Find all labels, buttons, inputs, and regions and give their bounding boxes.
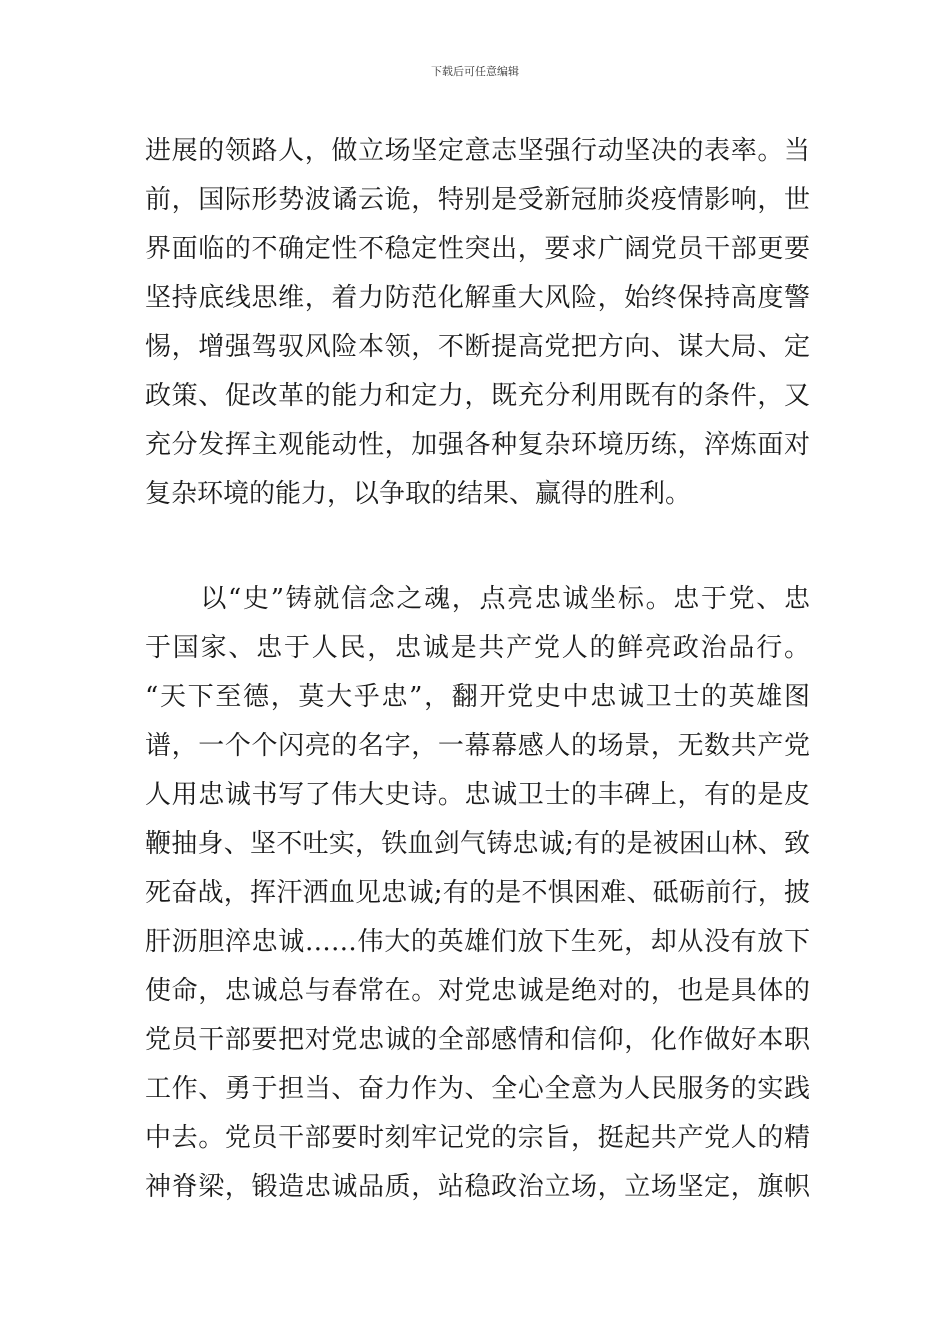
paragraph-line: 谱，一个个闪亮的名字，一幕幕感人的场景，无数共产党: [145, 731, 810, 761]
paragraph-line: 界面临的不确定性不稳定性突出，要求广阔党员干部更要: [145, 234, 810, 264]
paragraph-line: “天下至德，莫大乎忠”，翻开党史中忠诚卫士的英雄图: [145, 682, 810, 712]
paragraph-line: 前，国际形势波谲云诡，特别是受新冠肺炎疫情影响，世: [145, 185, 810, 215]
paragraph-line: 政策、促改革的能力和定力，既充分利用既有的条件，又: [145, 381, 810, 411]
paragraph-line: 惕，增强驾驭风险本领，不断提高党把方向、谋大局、定: [145, 332, 810, 362]
paragraph-line: 坚持底线思维，着力防范化解重大风险，始终保持高度警: [145, 283, 810, 313]
paragraph-line: 党员干部要把对党忠诚的全部感情和信仰，化作做好本职: [145, 1025, 810, 1055]
paragraph-line: 死奋战，挥汗洒血见忠诚;有的是不惧困难、砥砺前行，披: [145, 878, 810, 908]
paragraph-1: [145, 127, 810, 519]
paragraph-line: 肝沥胆淬忠诚……伟大的英雄们放下生死，却从没有放下: [145, 927, 810, 957]
paragraph-line: 人用忠诚书写了伟大史诗。忠诚卫士的丰碑上，有的是皮: [145, 780, 810, 810]
paragraph-line: 复杂环境的能力，以争取的结果、赢得的胜利。: [145, 479, 692, 509]
paragraph-2: [145, 575, 810, 1212]
paragraph-line: 进展的领路人，做立场坚定意志坚强行动坚决的表率。当: [145, 136, 810, 166]
paragraph-line: 以“史”铸就信念之魂，点亮忠诚坐标。忠于党、忠: [145, 584, 810, 614]
paragraph-line: 工作、勇于担当、奋力作为、全心全意为人民服务的实践: [145, 1074, 810, 1104]
paragraph-line: 使命，忠诚总与春常在。对党忠诚是绝对的，也是具体的: [145, 976, 810, 1006]
paragraph-line: 充分发挥主观能动性，加强各种复杂环境历练，淬炼面对: [145, 430, 810, 460]
paragraph-line: 神脊梁，锻造忠诚品质，站稳政治立场，立场坚定，旗帜: [145, 1172, 810, 1202]
page-header: 下载后可任意编辑: [431, 65, 519, 78]
paragraph-line: 于国家、忠于人民，忠诚是共产党人的鲜亮政治品行。: [145, 633, 810, 663]
paragraph-line: 鞭抽身、坚不吐实，铁血剑气铸忠诚;有的是被困山林、致: [145, 829, 810, 859]
paragraph-line: 中去。党员干部要时刻牢记党的宗旨，挺起共产党人的精: [145, 1123, 810, 1153]
